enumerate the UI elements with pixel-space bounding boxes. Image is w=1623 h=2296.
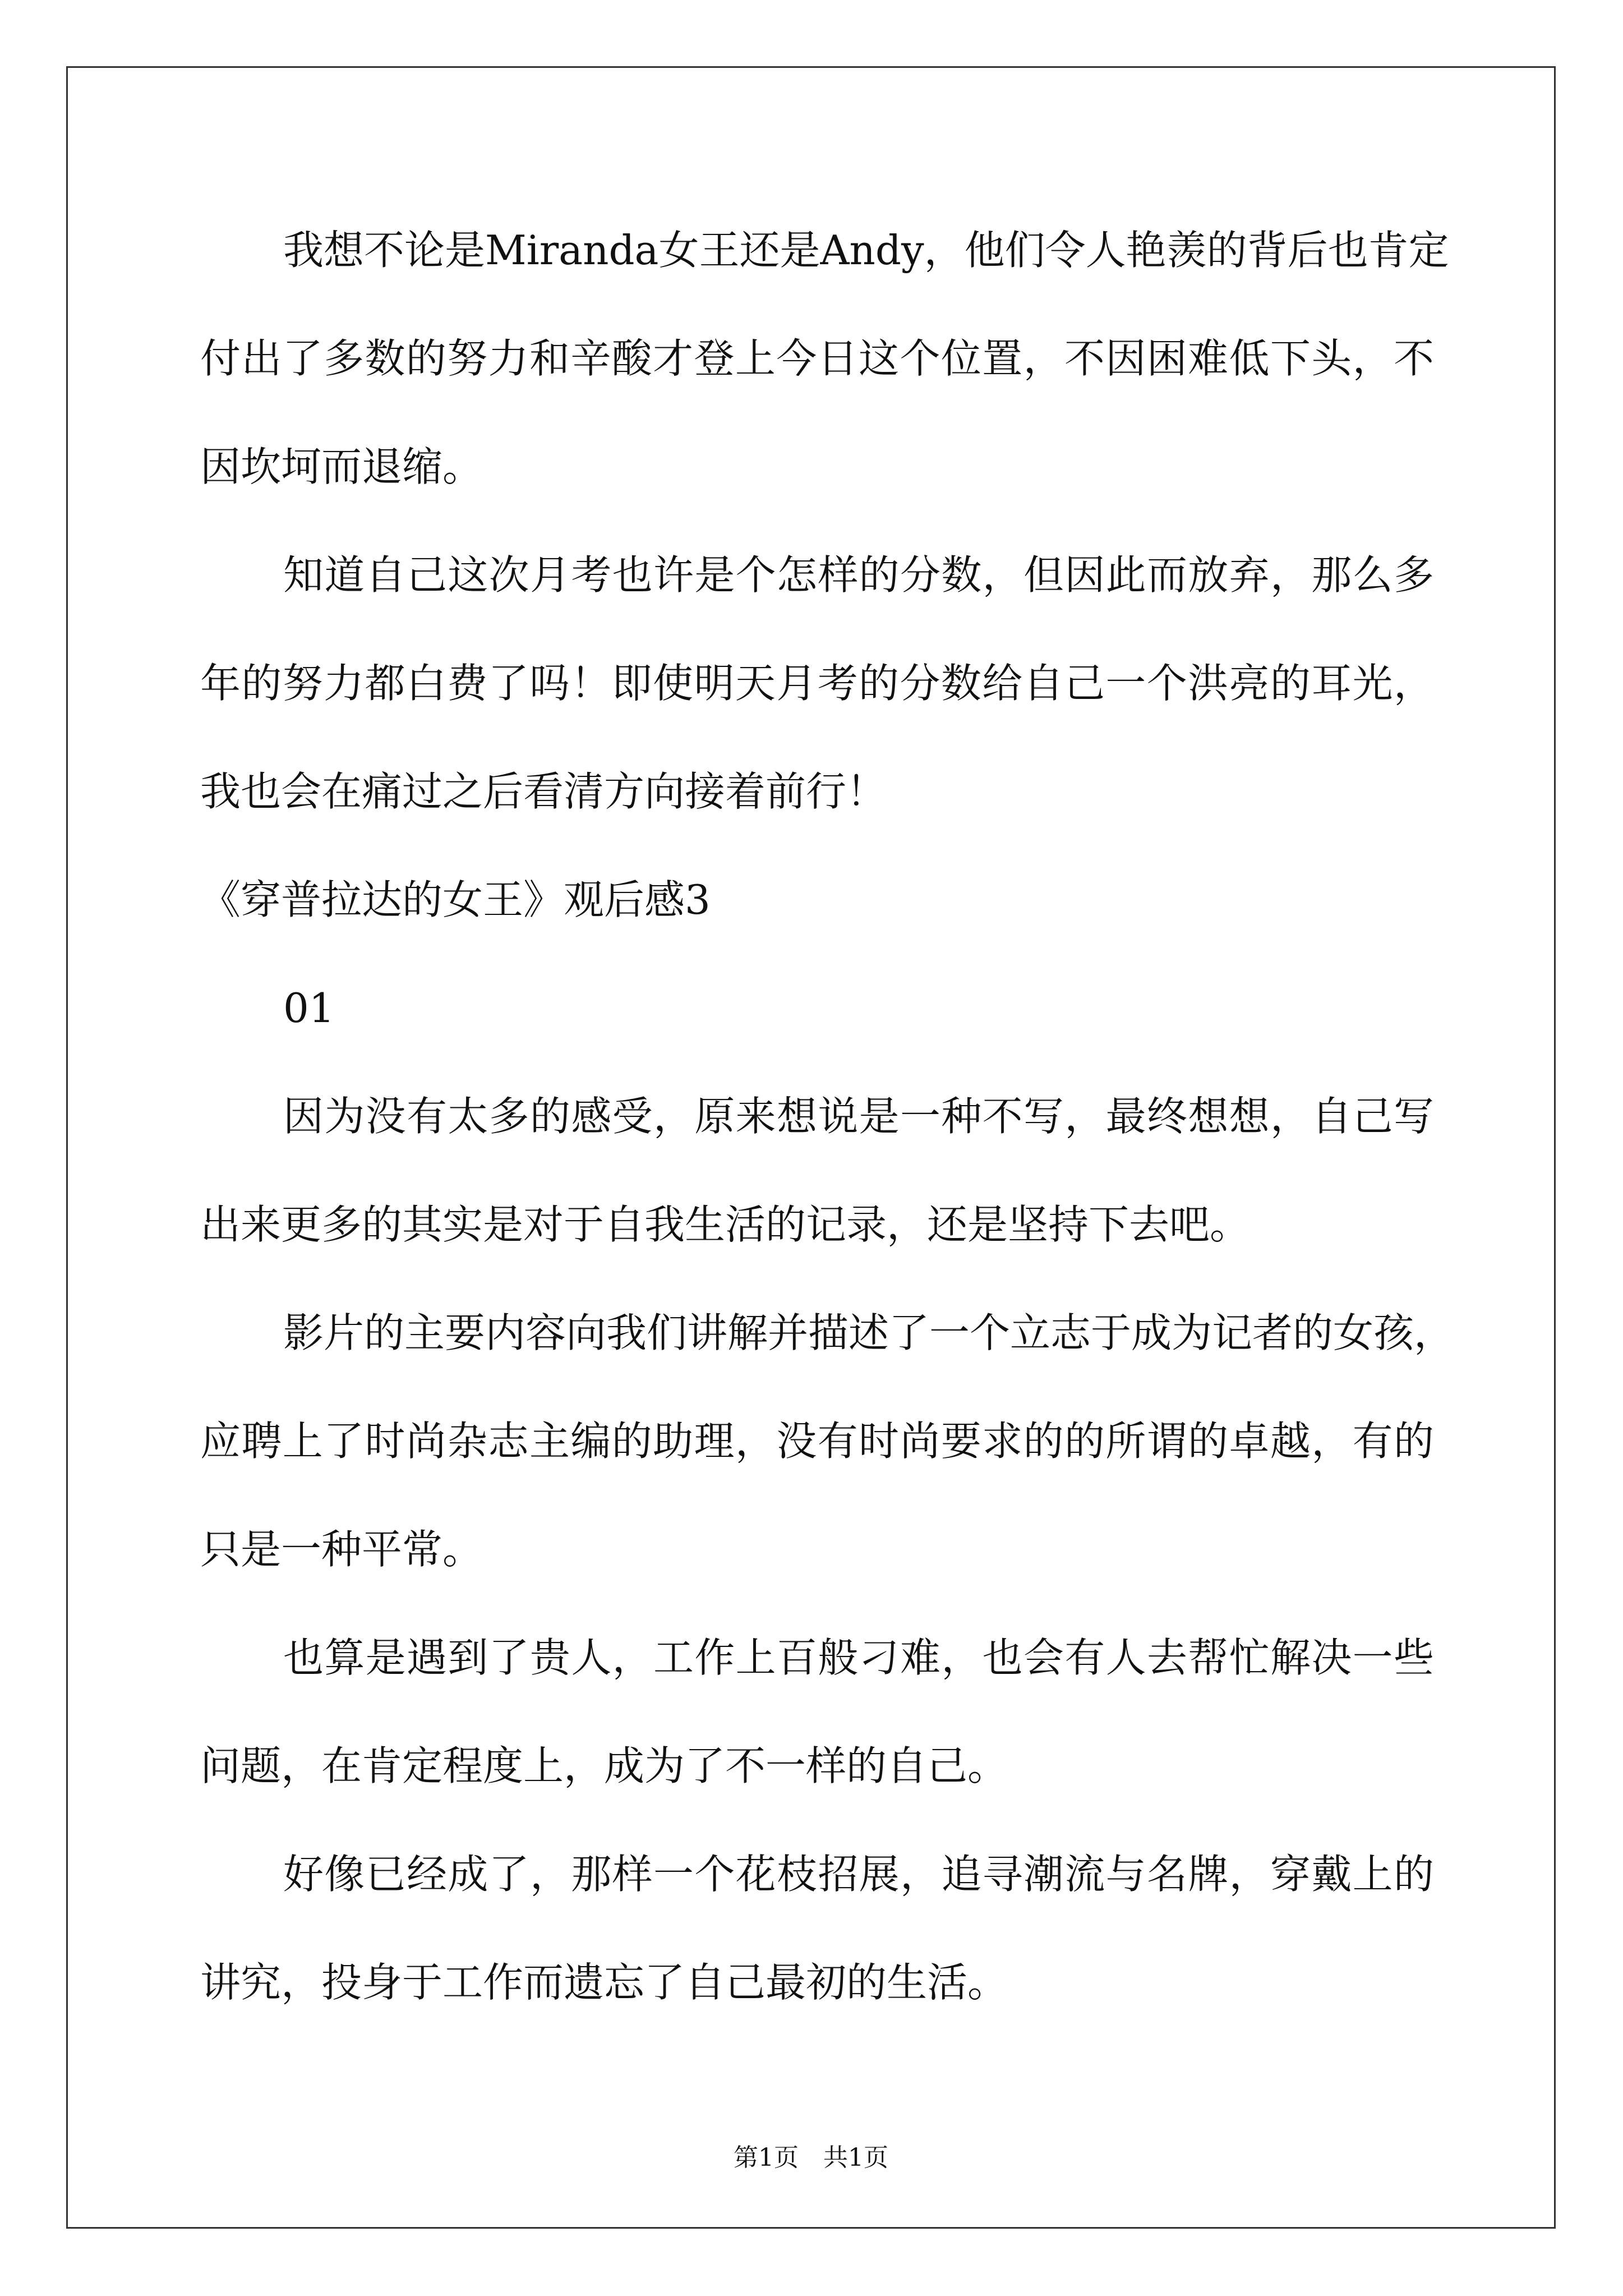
section-title: 《穿普拉达的女王》观后感3 [200,876,711,923]
paragraph-1-line-1: 我想不论是Miranda女王还是Andy，他们令人艳羡的背后也肯定 [283,227,1449,274]
page-frame [66,66,1556,2229]
paragraph-1-line-3: 因坎坷而退缩。 [200,443,483,490]
paragraph-3-line-2: 出来更多的其实是对于自我生活的记录，还是坚持下去吧。 [200,1201,1251,1248]
paragraph-5-line-2: 问题，在肯定程度上，成为了不一样的自己。 [200,1742,1008,1789]
paragraph-3-line-1: 因为没有太多的感受，原来想说是一种不写，最终想想，自己写 [283,1093,1434,1140]
paragraph-4-line-3: 只是一种平常。 [200,1526,483,1573]
paragraph-4-line-2: 应聘上了时尚杂志主编的助理，没有时尚要求的的所谓的卓越，有的 [200,1418,1434,1465]
paragraph-2-line-2: 年的努力都白费了吗！即使明天月考的分数给自己一个洪亮的耳光， [200,660,1434,707]
paragraph-2-line-3: 我也会在痛过之后看清方向接着前行！ [200,768,887,815]
paragraph-2-line-1: 知道自己这次月考也许是个怎样的分数，但因此而放弃，那么多 [283,551,1434,599]
paragraph-6-line-1: 好像已经成了，那样一个花枝招展，追寻潮流与名牌，穿戴上的 [283,1851,1434,1898]
paragraph-6-line-2: 讲究，投身于工作而遗忘了自己最初的生活。 [200,1959,1008,2006]
paragraph-1-line-2: 付出了多数的努力和辛酸才登上今日这个位置，不因困难低下头，不 [200,335,1434,382]
page-footer: 第1页 共1页 [734,2143,888,2172]
document-body [200,68,1462,2087]
section-number: 01 [283,984,335,1032]
paragraph-5-line-1: 也算是遇到了贵人，工作上百般刁难，也会有人去帮忙解决一些 [283,1634,1434,1681]
paragraph-4-line-1: 影片的主要内容向我们讲解并描述了一个立志于成为记者的女孩， [283,1309,1455,1356]
